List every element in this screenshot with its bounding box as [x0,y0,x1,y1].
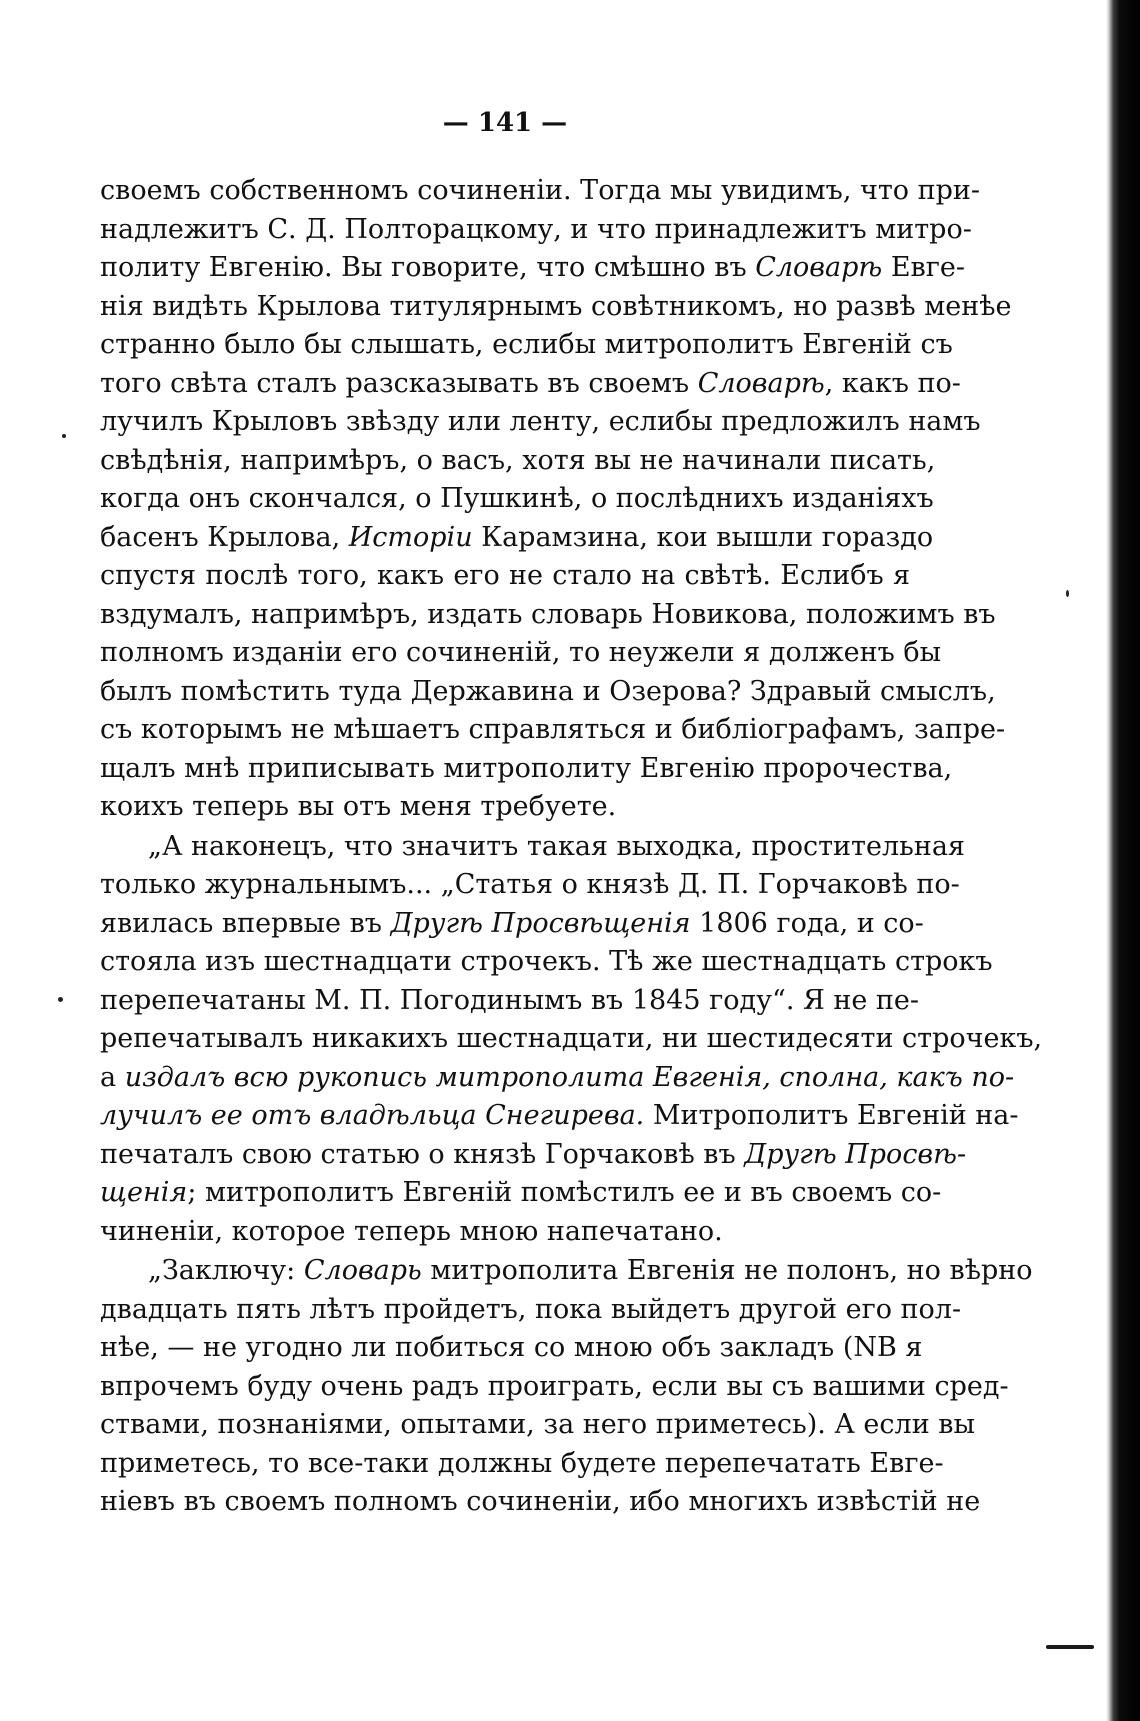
text-line: надлежитъ С. Д. Полторацкому, и что принадлежитъ митро- [100,213,972,245]
italic-text: издалъ всю рукопись митрополита Евгенія, сполна, какъ по- [124,1061,1015,1093]
text-line: „А наконецъ, что значитъ такая выходка, простительная [148,830,965,862]
text-line: лучилъ ее отъ владѣльца Снегирева. Митрополитъ Евгеній на- [100,1100,1019,1131]
paragraph [100,828,1043,1252]
italic-text: Словарѣ [755,252,883,283]
italic-text: Другѣ Просвѣщенія [390,907,691,939]
italic-text: Исторіи [348,521,473,553]
italic-text: Другѣ Просвѣ- [744,1138,967,1170]
text-line: коихъ теперь вы отъ меня требуете. [100,791,617,822]
text-line: явилась впервые въ Другѣ Просвѣщенія 1806 года, и со- [100,907,924,939]
text-line: печаталъ свою статью о князѣ Горчаковѣ въ Другѣ Просвѣ- [100,1138,967,1170]
margin-mark [1046,1645,1094,1649]
italic-text: Словарь [303,1255,422,1286]
ink-speck [58,997,63,1002]
text-line: ствами, познаніями, опытами, за него приметесь). А если вы [100,1409,975,1440]
text-line: того свѣта сталъ разсказывать въ своемъ Словарѣ, какъ по- [100,367,961,399]
page-edge-shadow [1106,0,1140,1721]
paragraph [100,172,1012,827]
paragraph [100,1252,1033,1522]
text-line: перепечатаны М. П. Погодинымъ въ 1845 году“. Я не пе- [100,984,920,1016]
text-line: впрочемъ буду очень радъ проиграть, если вы съ вашими сред- [100,1370,1009,1402]
ink-speck [1066,590,1069,597]
text-line: политу Евгенію. Вы говорите, что смѣшно въ Словарѣ Евге- [100,252,965,283]
text-line: стояла изъ шестнадцати строчекъ. Тѣ же шестнадцать строкъ [100,946,993,977]
text-line: свѣдѣнія, напримѣръ, о васъ, хотя вы не начинали писать, [100,444,936,476]
text-line: щенія; митрополитъ Евгеній помѣстилъ ее и въ своемъ со- [100,1177,942,1208]
text-line: нѣе, — не угодно ли побиться со мною объ закладъ (NB я [100,1332,923,1363]
text-line: ніевъ въ своемъ полномъ сочиненіи, ибо многихъ извѣстій не [100,1486,981,1517]
ink-speck [62,434,66,438]
text-line: лучилъ Крыловъ звѣзду или ленту, еслибы предложилъ намъ [100,406,981,437]
italic-text: лучилъ ее отъ владѣльца Снегирева. [100,1100,645,1131]
text-line: полномъ изданіи его сочиненій, то неужели я долженъ бы [100,637,942,668]
text-line: „Заключу: Словарь митрополита Евгенія не полонъ, но вѣрно [148,1255,1033,1286]
text-line: басенъ Крылова, Исторіи Карамзина, кои вышли гораздо [100,521,934,553]
document-body [100,172,1043,1522]
text-line: былъ помѣстить туда Державина и Озерова? Здравый смыслъ, [100,675,996,707]
text-line: приметесь, то все-таки должны будете перепечатать Евге- [100,1447,944,1479]
page-number: — 141 — [442,108,568,138]
text-line: когда онъ скончался, о Пушкинѣ, о послѣднихъ изданіяхъ [100,483,934,514]
text-line: нія видѣть Крылова титулярнымъ совѣтникомъ, но развѣ менѣе [100,290,1012,322]
text-line: вздумалъ, напримѣръ, издать словарь Новикова, положимъ въ [100,598,996,630]
text-line: двадцать пять лѣтъ пройдетъ, пока выйдетъ другой его пол- [100,1293,962,1325]
text-line: а издалъ всю рукопись митрополита Евгенія, сполна, какъ по- [100,1061,1015,1093]
italic-text: щенія [100,1177,188,1208]
text-line: съ которымъ не мѣшаетъ справляться и библіографамъ, запре- [100,714,1006,745]
text-line: щалъ мнѣ приписывать митрополиту Евгенію пророчества, [100,752,953,784]
text-line: только журнальнымъ... „Статья о князѣ Д. П. Горчаковѣ по- [100,869,960,900]
text-line: странно было бы слышать, еслибы митрополитъ Евгеній съ [100,329,953,360]
text-line: спустя послѣ того, какъ его не стало на свѣтѣ. Еслибъ я [100,560,910,591]
text-line: своемъ собственномъ сочиненіи. Тогда мы увидимъ, что при- [100,175,981,206]
text-line: чиненіи, которое теперь мною напечатано. [100,1215,723,1247]
italic-text: Словарѣ [697,367,825,399]
text-line: репечатывалъ никакихъ шестнадцати, ни шестидесяти строчекъ, [100,1023,1043,1054]
